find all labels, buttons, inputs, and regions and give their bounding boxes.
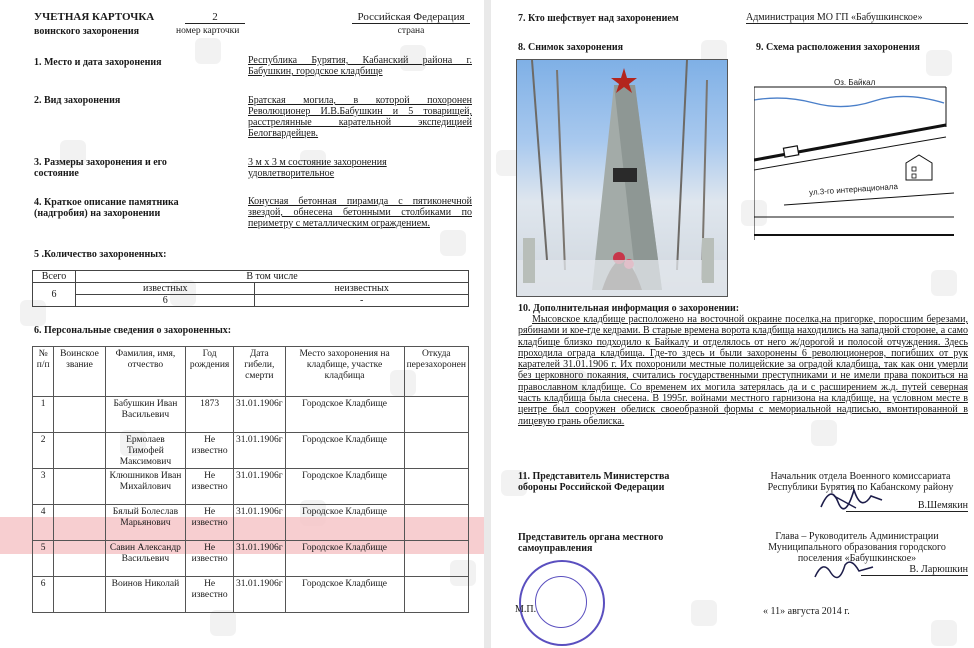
total-value: 6: [33, 283, 76, 307]
row-name: Воинов Николай: [105, 577, 186, 613]
row-num: 5: [33, 541, 54, 577]
row-num: 2: [33, 433, 54, 469]
card-number: 2: [185, 11, 245, 24]
section-7-value: Администрация МО ГП «Бабушкинское»: [746, 12, 968, 24]
section-3-label: 3. Размеры захоронения и его состояние: [34, 157, 167, 179]
row-place: Городское Кладбище: [285, 541, 404, 577]
row-num: 1: [33, 397, 54, 433]
signing-date: « 11» августа 2014 г.: [763, 606, 850, 617]
card-subtitle: воинского захоронения: [34, 26, 140, 37]
stamp-mp: М.П.: [515, 604, 537, 615]
section-6-label: 6. Персональные сведения о захороненных:: [34, 325, 232, 336]
table-row: [33, 469, 469, 505]
scheme-drawing: [754, 75, 964, 245]
location-scheme: [754, 75, 964, 245]
col-header-name: Фамилия, имя, отчество: [105, 347, 186, 397]
card-number-caption: номер карточки: [176, 26, 240, 36]
country: Российская Федерация: [352, 11, 470, 24]
row-rank: [54, 433, 105, 469]
section-11-position: Начальник отдела Военного комиссариата Республики Бурятия по Кабанскому району: [767, 471, 954, 493]
row-rank: [54, 577, 105, 613]
row-date: 31.01.1906г: [233, 469, 285, 505]
table-row: [33, 397, 469, 433]
table-row: [33, 577, 469, 613]
section-4-label: 4. Краткое описание памятника (надгробия) на захоронении: [34, 197, 179, 219]
row-name: Бялый Болеслав Марьянович: [105, 505, 186, 541]
row-name: Бабушкин Иван Васильевич: [105, 397, 186, 433]
row-place: Городское Кладбище: [285, 433, 404, 469]
unknown-value: -: [255, 295, 469, 307]
row-place: Городское Кладбище: [285, 577, 404, 613]
local-authority-signer: В. Ларюшкин: [861, 564, 968, 576]
col-header-rank: Воинское звание: [54, 347, 105, 397]
local-authority-position: Глава – Руководитель Администрации Муниципального образования городского поселения «Бабушкинское»: [768, 531, 946, 564]
row-year: Не известно: [186, 541, 234, 577]
section-8-label: 8. Снимок захоронения: [518, 42, 624, 53]
row-num: 3: [33, 469, 54, 505]
including-header: В том числе: [76, 271, 469, 283]
card-title: УЧЕТНАЯ КАРТОЧКА: [34, 11, 155, 23]
unknown-header: неизвестных: [255, 283, 469, 295]
col-header-year: Год рождения: [186, 347, 234, 397]
row-date: 31.01.1906г: [233, 433, 285, 469]
row-year: Не известно: [186, 469, 234, 505]
row-name: Клюшников Иван Михайлович: [105, 469, 186, 505]
row-rank: [54, 397, 105, 433]
section-1-value: Республика Бурятия, Кабанский района г. Бабушкин, городское кладбище: [248, 55, 472, 77]
col-header-from: Откуда перезахоронен: [404, 347, 468, 397]
country-caption: страна: [397, 26, 425, 36]
col-header-num: № п/п: [33, 347, 54, 397]
table-row: [33, 541, 469, 577]
section-2-value: Братская могила, в которой похоронен Революционер И.В.Бабушкин и 5 товарищей, расстрелянные карательной экспедицией Белогвардейцев.: [248, 95, 472, 139]
row-date: 31.01.1906г: [233, 541, 285, 577]
section-7-label: 7. Кто шефствует над захоронением: [518, 13, 679, 24]
table-row: [33, 505, 469, 541]
row-place: Городское Кладбище: [285, 469, 404, 505]
section-3-value: 3 м х 3 м состояние захоронения удовлетворительное: [248, 157, 387, 179]
section-9-label: 9. Схема расположения захоронения: [756, 42, 920, 53]
scheme-street-label: ул.3-го интернационала: [808, 181, 899, 198]
persons-table: [32, 346, 469, 613]
row-from: [404, 397, 468, 433]
row-name: Ермолаев Тимофей Максимович: [105, 433, 186, 469]
col-header-place: Место захоронения на кладбище, участке кладбища: [285, 347, 404, 397]
burial-photo: [516, 59, 728, 297]
section-11-signer: В.Шемякин: [846, 500, 968, 512]
row-rank: [54, 505, 105, 541]
row-year: Не известно: [186, 433, 234, 469]
row-place: Городское Кладбище: [285, 397, 404, 433]
row-from: [404, 577, 468, 613]
row-place: Городское Кладбище: [285, 505, 404, 541]
row-from: [404, 433, 468, 469]
col-header-date: Дата гибели, смерти: [233, 347, 285, 397]
row-from: [404, 469, 468, 505]
monument-image: [517, 60, 727, 296]
card-page-2: [491, 0, 974, 648]
section-4-value: Конусная бетонная пирамида с пятиконечной звездой, обнесена бетонными столбиками по периметру с металлическим ограждением.: [248, 196, 472, 229]
section-10-text: Мысовское кладбище расположено на восточной окраине поселка,на пригорке, поросшим березами, рябинами и кое-где кедрами. В старые времена ворота кладбища находились на западной стороне, а само кладбище близко подходило к Байкалу и отделялось от него ж/дорогой и полосой отчуждения. Здесь проходила ограда кладбища. Где-то здесь и были захоронены 6 революционеров, погибших от рук карателей 31.01.1906 г. Их похоронили местные полицейские за оградой кладбища, так как они умерли без церковного покаяния, считались государственными преступниками и не имели права покоиться на православном кладбище. Со временем их могила затерялась да и с расширением ж.д. путей северная часть кладбища была снесена. В 1995г. войнами местного гарнизона на кладбище, на условном месте в центре был сооружен обелиск своеобразной формы с мемориальной надписью, вмонтированной в лицевую грань обелиска.: [518, 314, 968, 427]
row-date: 31.01.1906г: [233, 577, 285, 613]
row-year: Не известно: [186, 577, 234, 613]
row-num: 6: [33, 577, 54, 613]
row-num: 4: [33, 505, 54, 541]
row-date: 31.01.1906г: [233, 505, 285, 541]
row-date: 31.01.1906г: [233, 397, 285, 433]
section-11-label: 11. Представитель Министерства обороны Российской Федерации: [518, 471, 670, 493]
count-table: [32, 270, 469, 307]
row-rank: [54, 541, 105, 577]
row-from: [404, 505, 468, 541]
row-from: [404, 541, 468, 577]
page-gutter: [484, 0, 491, 648]
official-stamp: [519, 560, 605, 646]
row-year: Не известно: [186, 505, 234, 541]
row-rank: [54, 469, 105, 505]
table-row: [33, 433, 469, 469]
section-5-label: 5 .Количество захороненных:: [34, 249, 167, 260]
local-authority-label: Представитель органа местного самоуправления: [518, 532, 664, 554]
row-name: Савин Александр Васильевич: [105, 541, 186, 577]
card-page-1: [0, 0, 484, 648]
known-value: 6: [76, 295, 255, 307]
row-year: 1873: [186, 397, 234, 433]
section-2-label: 2. Вид захоронения: [34, 95, 121, 106]
section-10-label: 10. Дополнительная информация о захоронении:: [518, 303, 740, 314]
scheme-lake-label: Оз. Байкал: [834, 78, 876, 87]
section-1-label: 1. Место и дата захоронения: [34, 57, 162, 68]
known-header: известных: [76, 283, 255, 295]
total-header: Всего: [33, 271, 76, 283]
